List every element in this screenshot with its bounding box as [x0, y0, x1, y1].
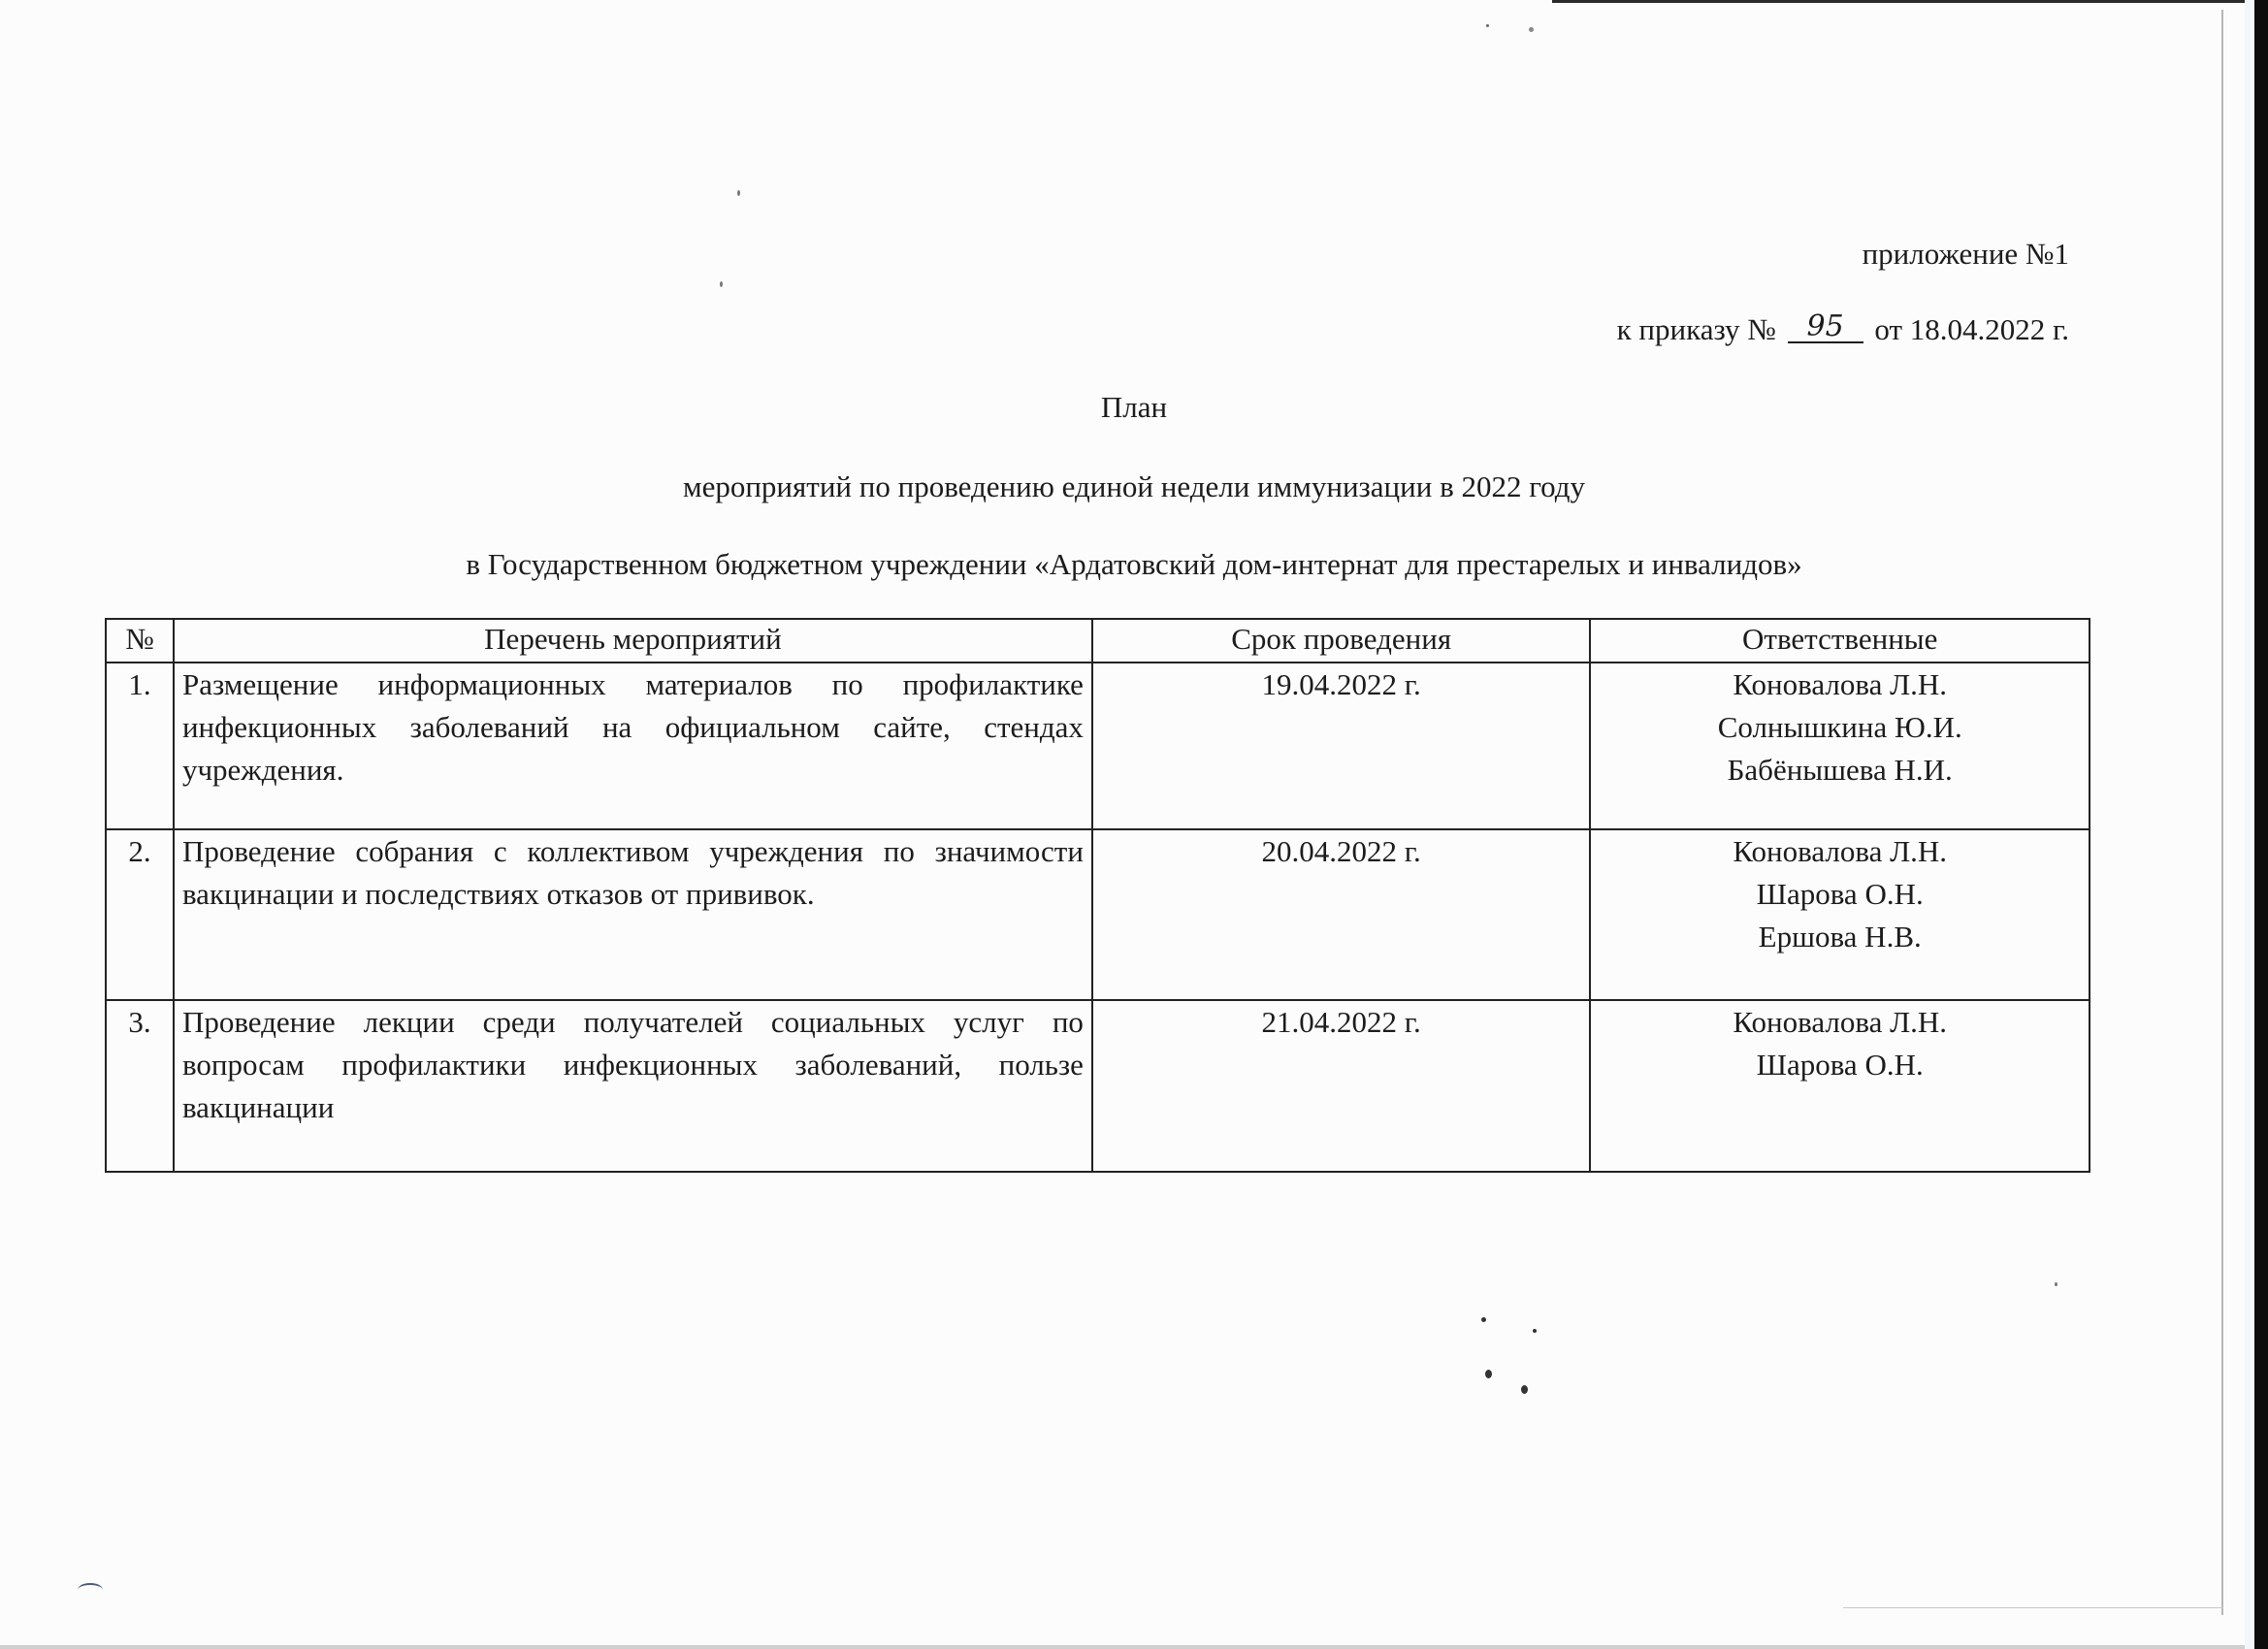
responsible-person: Ершова Н.В. — [1758, 920, 1922, 954]
row-date: 20.04.2022 г. — [1092, 829, 1590, 1000]
scan-speck — [720, 281, 723, 287]
responsible-person: Солнышкина Ю.И. — [1717, 710, 1962, 744]
scan-speck — [1481, 1317, 1486, 1322]
document-subtitle-line2: в Государственном бюджетном учреждении «Ардатовский дом-интернат для престарелых и инвалидов» — [466, 547, 1802, 581]
responsible-person: Шарова О.Н. — [1756, 877, 1924, 911]
appendix-label: приложение №1 — [1862, 237, 2069, 271]
row-activity — [174, 829, 1092, 1000]
scan-mark — [78, 1583, 103, 1597]
scan-edge-right — [2254, 0, 2268, 1649]
scan-edge-gap — [2245, 0, 2254, 1649]
document-title: План — [1100, 390, 1168, 424]
column-header-activities: Перечень мероприятий — [174, 619, 1092, 663]
row-number: 1. — [106, 663, 174, 829]
scan-speck — [1521, 1385, 1528, 1394]
row-responsible — [1590, 663, 2090, 829]
table-row — [106, 1000, 2090, 1172]
row-number: 3. — [106, 1000, 174, 1172]
order-number-handwritten: 95 — [1788, 312, 1863, 343]
order-prefix: к приказу № — [1616, 312, 1776, 346]
activity-text: Проведение собрания с коллективом учреждения по значимости вакцинации и последствиях отказов от прививок. — [181, 834, 1084, 911]
row-responsible — [1590, 829, 2090, 1000]
responsible-person: Бабёнышева Н.И. — [1727, 753, 1953, 787]
table-row — [106, 663, 2090, 829]
scan-speck — [1529, 27, 1534, 32]
scan-speck — [1533, 1329, 1537, 1333]
order-date: от 18.04.2022 г. — [1874, 312, 2069, 346]
responsible-person: Коновалова Л.Н. — [1733, 667, 1947, 701]
document-subtitle-line1: мероприятий по проведению единой недели иммунизации в 2022 году — [682, 469, 1586, 503]
scan-edge-bottom — [0, 1645, 2245, 1649]
table-header-row — [106, 619, 2090, 663]
row-responsible — [1590, 1000, 2090, 1172]
scan-speck — [2055, 1282, 2057, 1286]
activity-text: Проведение лекции среди получателей социальных услуг по вопросам профилактики инфекционных заболеваний, пользе вакцинации — [181, 1005, 1084, 1124]
row-activity — [174, 663, 1092, 829]
row-date: 21.04.2022 г. — [1092, 1000, 1590, 1172]
column-header-responsible: Ответственные — [1590, 619, 2090, 663]
page-fold-line — [2221, 10, 2223, 1615]
scan-speck — [1486, 24, 1489, 27]
row-date: 19.04.2022 г. — [1092, 663, 1590, 829]
scan-speck — [737, 190, 740, 196]
activity-text: Размещение информационных материалов по профилактике инфекционных заболеваний на официальном сайте, стендах учреждения. — [181, 667, 1084, 787]
row-activity — [174, 1000, 1092, 1172]
row-number: 2. — [106, 829, 174, 1000]
column-header-date: Срок проведения — [1092, 619, 1590, 663]
plan-table — [105, 618, 2090, 1173]
column-header-number: № — [106, 619, 174, 663]
responsible-person: Коновалова Л.Н. — [1733, 1005, 1947, 1039]
table-row — [106, 829, 2090, 1000]
scan-speck — [1485, 1370, 1492, 1378]
scan-edge-top — [1552, 0, 2251, 3]
order-reference — [1616, 309, 2069, 347]
page-fold-bottom-line — [1843, 1607, 2223, 1608]
responsible-person: Коновалова Л.Н. — [1733, 834, 1947, 868]
responsible-person: Шарова О.Н. — [1756, 1048, 1924, 1082]
